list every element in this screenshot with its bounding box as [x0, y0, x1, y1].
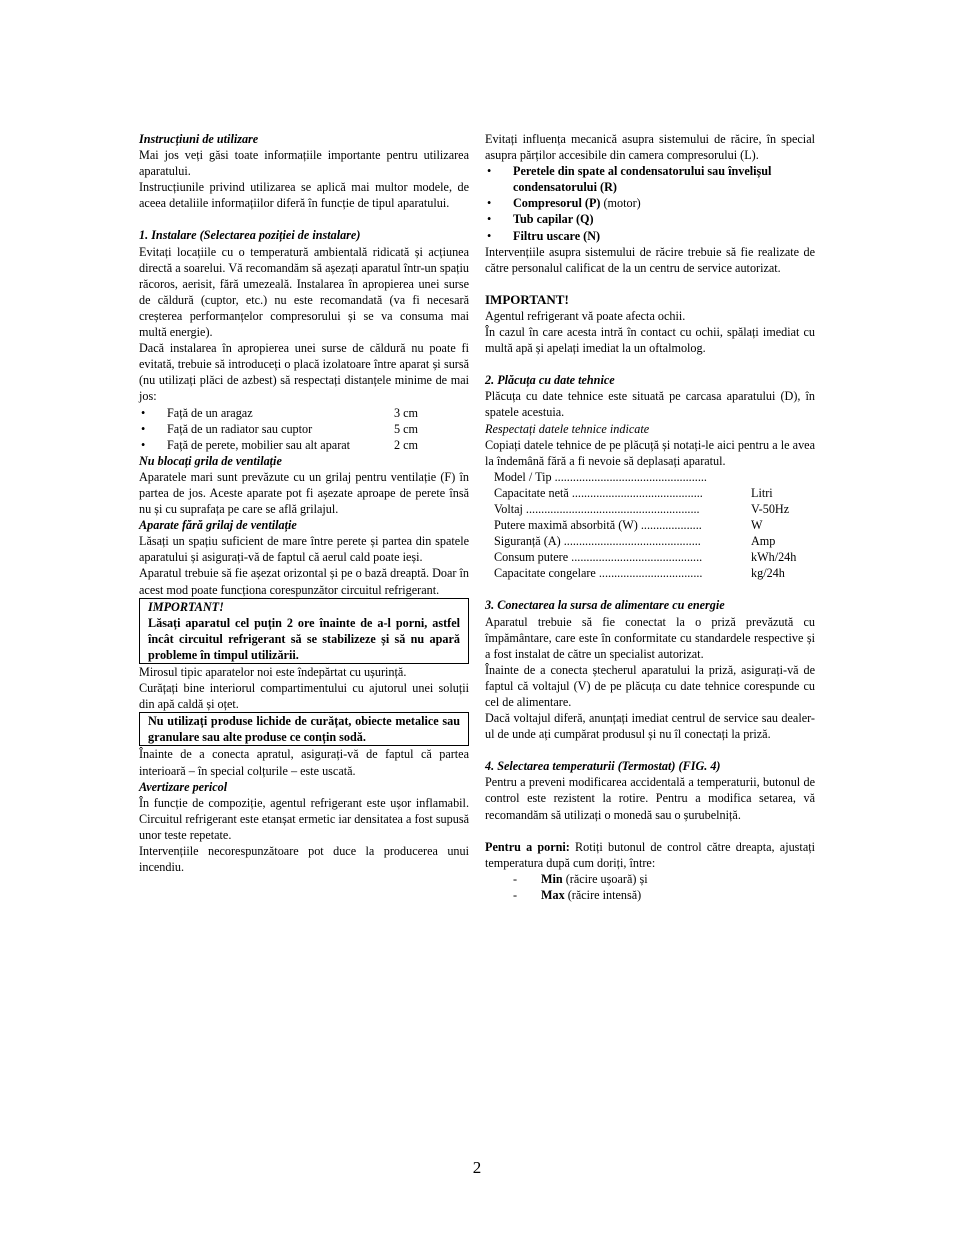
paragraph: Plăcuța cu date tehnice este situată pe carcasa aparatului (D), în spatele acestuia.: [485, 389, 815, 420]
paragraph: Dacă voltajul diferă, anunțați imediat centrul de service sau dealer-ul de unde ați cumpărat produsul și nu îl conectați la priză.: [485, 711, 815, 742]
list-item: • Tub capilar (Q): [487, 212, 594, 227]
spec-table: [485, 469, 815, 582]
parts-list: [485, 163, 815, 243]
paragraph: Dacă instalarea în apropierea unei surse de căldură nu poate fi evitată, trebuie să introduceți o placă izolatoare între aparat și sursă (nu utilizați plăci de azbest) să respectați distanțele minime de mai jos:: [139, 341, 469, 404]
paragraph: În cazul în care acesta intră în contact cu ochii, spălați imediat cu multă apă și apelați imediat la un oftalmolog.: [485, 325, 815, 356]
paragraph: Evitați locațiile cu o temperatură ambientală ridicată și acțiunea directă a soarelui. Vă recomandăm să așezați aparatul într-un spațiu răcoros, aerisit, fără umezeală. Instalarea în apropierea unei surse de căldură (cuptor, etc.) nu este recomandată (va fi necesară creșterea performanțelor compresorului și se va consuma mai multă energie).: [139, 244, 469, 340]
paragraph: Evitați influența mecanică asupra sistemului de răcire, în special asupra părților accesibile din camera compresorului (L).: [485, 132, 815, 163]
paragraph: Intervențiile necorespunzătoare pot duce la producerea unui incendiu.: [139, 844, 469, 875]
section-4-heading: 4. Selectarea temperaturii (Termostat) (FIG. 4): [485, 759, 721, 774]
paragraph: Aparatele mari sunt prevăzute cu un grilaj pentru ventilație (F) în partea de jos. Aceste aparate pot fi așezate aproape de perete însă nu și cu suprafața pe care se află grilajul.: [139, 469, 469, 517]
section-3-heading: 3. Conectarea la sursa de alimentare cu energie: [485, 598, 725, 613]
paragraph: Înainte de a conecta ștecherul aparatului la priză, asigurați-vă de faptul că voltajul (V) de pe plăcuța cu date tehnice corespunde cu cel de alimentare.: [485, 662, 815, 709]
table-row: Capacitate netă ........................................... Litri: [494, 485, 773, 500]
table-row: Siguranță (A) ............................................. Amp: [494, 534, 776, 549]
instructions-heading: Instrucțiuni de utilizare: [139, 132, 259, 146]
grill-heading: Nu blocați grila de ventilație: [139, 453, 282, 468]
paragraph: Aparatul trebuie să fie așezat orizontal și pe o bază dreaptă. Doar în acest mod poate funcționa corespunzător circuitul refrigerant.: [139, 566, 469, 597]
temperature-list: [485, 871, 815, 903]
section-2-subheading: Respectați datele tehnice indicate: [485, 421, 650, 436]
important-box-title: IMPORTANT!: [148, 599, 224, 614]
list-item: • Filtru uscare (N): [487, 228, 601, 243]
paragraph: Mai jos veți găsi toate informațiile importante pentru utilizarea aparatului.: [139, 148, 469, 179]
right-column: [485, 131, 815, 903]
bullet-icon: •: [141, 421, 146, 436]
paragraph: Agentul refrigerant vă poate afecta ochii.: [485, 308, 686, 323]
dash-icon: -: [513, 871, 518, 886]
distance-list: [139, 405, 469, 453]
list-item: - Max (răcire intensă): [513, 887, 642, 902]
paragraph: Lăsați un spațiu suficient de mare între perete și partea din spatele aparatului și asigurați-vă de faptul că aerul cald poate ieși.: [139, 534, 469, 565]
list-item: • Compresorul (P) (motor): [487, 196, 641, 211]
important-heading: IMPORTANT!: [485, 291, 569, 307]
warning-box-text: Nu utilizați produse lichide de curățat, obiecte metalice sau granulare sau alte produse ce conțin sodă.: [148, 714, 460, 745]
dash-icon: -: [513, 887, 518, 902]
paragraph: În funcție de compoziție, agentul refrigerant este ușor inflamabil. Circuitul refrigerant este etanșat ermetic iar densitatea a fost supusă unor teste repetate.: [139, 795, 469, 842]
section-2-heading: 2. Plăcuța cu date tehnice: [485, 373, 615, 388]
paragraph: Mirosul tipic aparatelor noi este îndepărtat cu ușurință.: [139, 665, 407, 679]
paragraph: Intervențiile asupra sistemului de răcire trebuie să fie realizate de către personalul calificat de la un centru de service autorizat.: [485, 244, 815, 275]
start-paragraph: Pentru a porni: Rotiți butonul de control către dreapta, ajustați temperatura după cum doriți, între:: [485, 839, 815, 870]
table-row: Consum putere ........................................... kWh/24h: [494, 550, 797, 565]
important-box-text: Lăsați aparatul cel puțin 2 ore înainte de a-l porni, astfel încât circuitul refrigerant să se stabilizeze și să nu apară probleme în timpul utilizării.: [148, 615, 460, 662]
section-1-heading: 1. Instalare (Selectarea poziției de instalare): [139, 228, 361, 243]
paragraph: Curățați bine interiorul compartimentului cu ajutorul unei soluții din apă caldă și oțet.: [139, 681, 469, 712]
paragraph: Instrucțiunile privind utilizarea se aplică mai multor modele, de aceea detaliile informațiilor diferă în funcție de tipul aparatului.: [139, 180, 469, 211]
danger-heading: Avertizare pericol: [139, 779, 228, 794]
left-column: [139, 131, 469, 875]
table-row: Model / Tip ..................................................: [494, 469, 707, 484]
important-box: [139, 598, 469, 664]
page-number: 2: [472, 1158, 482, 1177]
list-item: - Min (răcire ușoară) și: [513, 871, 648, 886]
bullet-icon: •: [487, 164, 492, 179]
bullet-icon: •: [487, 196, 492, 211]
table-row: Capacitate congelare .................................. kg/24h: [494, 566, 785, 581]
bullet-icon: •: [141, 405, 146, 420]
paragraph: Copiați datele tehnice de pe plăcuță și notați-le aici pentru a le avea la îndemână fără a fi nevoie să deplasați aparatul.: [485, 437, 815, 468]
list-item: • Peretele din spate al condensatorului sau învelișul condensatorului (R): [487, 164, 772, 195]
list-item: • Față de un aragaz 3 cm: [141, 405, 419, 420]
bullet-icon: •: [141, 437, 146, 452]
paragraph: Înainte de a conecta apratul, asigurați-vă de faptul că partea interioară – în special colțurile – este uscată.: [139, 747, 469, 778]
list-item: • Față de un radiator sau cuptor 5 cm: [141, 421, 419, 436]
no-grill-heading: Aparate fără grilaj de ventilație: [139, 518, 297, 533]
bullet-icon: •: [487, 228, 492, 243]
paragraph: Pentru a preveni modificarea accidentală a temperaturii, butonul de control este rezistent la rotire. Pentru a modifica setarea, vă recomandăm să utilizați o monedă sau o șurubelniță.: [485, 775, 815, 822]
table-row: Putere maximă absorbită (W) .................... W: [494, 518, 763, 533]
bullet-icon: •: [487, 212, 492, 227]
warning-box: [139, 712, 469, 746]
paragraph: Aparatul trebuie să fie conectat la o priză prevăzută cu împământare, care este în conformitate cu standardele respective și a fost instalat de către un specialist autorizat.: [485, 614, 815, 661]
list-item: • Față de perete, mobilier sau alt aparat 2 cm: [141, 437, 419, 452]
table-row: Voltaj ......................................................... V-50Hz: [494, 501, 790, 516]
